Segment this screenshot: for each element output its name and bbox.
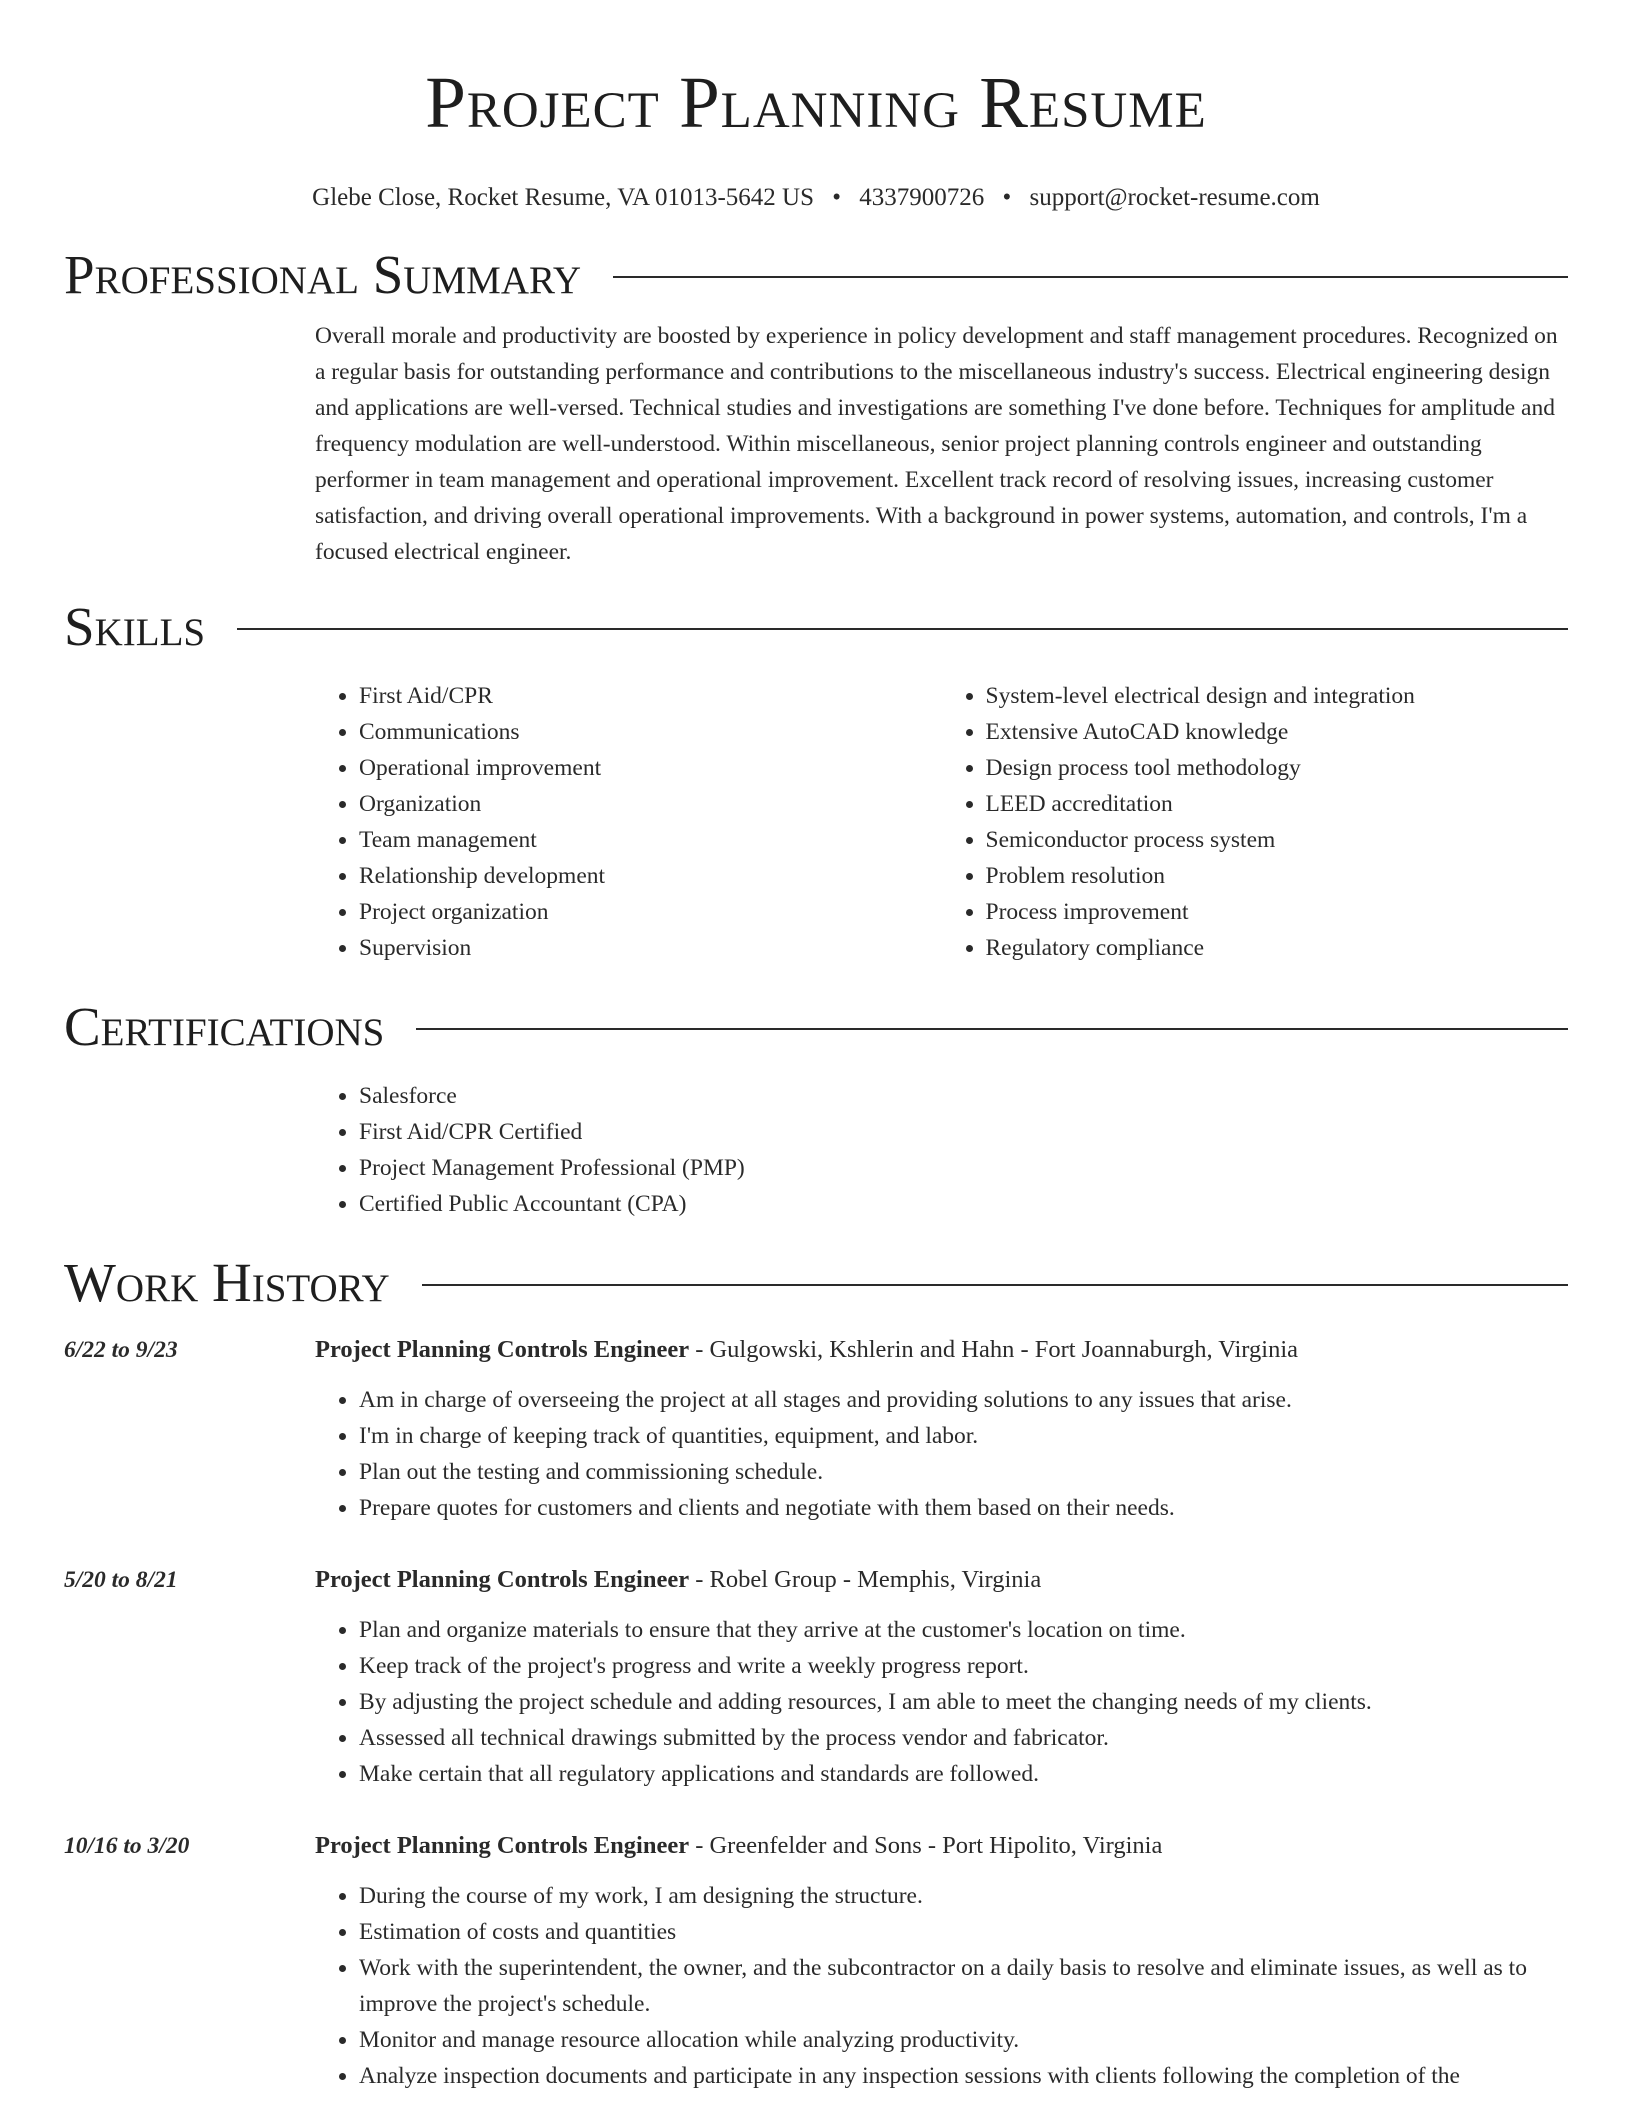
job-content xyxy=(315,1332,1568,1526)
list-item: • First Aid/CPR Certified xyxy=(359,1114,1568,1150)
section-divider xyxy=(416,1028,1568,1030)
list-item: • System-level electrical design and integration xyxy=(986,678,1569,714)
summary-heading: Professional Summary xyxy=(64,244,582,305)
list-item: • By adjusting the project schedule and adding resources, I am able to meet the changing needs of my clients. xyxy=(359,1684,1568,1720)
skills-section xyxy=(64,592,1568,966)
list-item: • Plan out the testing and commissioning schedule. xyxy=(359,1454,1568,1490)
job-heading xyxy=(315,1562,1568,1598)
contact-line xyxy=(64,182,1568,214)
skills-grid xyxy=(315,678,1568,966)
summary-section xyxy=(64,240,1568,570)
certifications-header xyxy=(64,992,1568,1062)
list-item: • Monitor and manage resource allocation while analyzing productivity. xyxy=(359,2022,1568,2058)
list-item: • Project Management Professional (PMP) xyxy=(359,1150,1568,1186)
skills-body xyxy=(315,678,1568,966)
skills-heading: Skills xyxy=(64,596,206,657)
list-item: • Problem resolution xyxy=(986,858,1569,894)
contact-address: Glebe Close, Rocket Resume, VA 01013-5642 US xyxy=(312,184,814,211)
document-title: Project Planning Resume xyxy=(425,62,1207,143)
job-content xyxy=(315,1562,1568,1792)
list-item: • Communications xyxy=(359,714,942,750)
section-divider xyxy=(422,1284,1568,1286)
certifications-body xyxy=(315,1078,1568,1222)
job-content xyxy=(315,1828,1568,2094)
job-heading xyxy=(315,1332,1568,1368)
resume-page xyxy=(64,0,1568,2124)
job-entry xyxy=(64,1562,1568,1792)
contact-phone: 4337900726 xyxy=(859,184,985,211)
job-employer-location: - Gulgowski, Kshlerin and Hahn - Fort Joannaburgh, Virginia xyxy=(689,1336,1299,1363)
skills-list-left xyxy=(315,678,942,966)
job-duties-list xyxy=(315,1878,1568,2094)
list-item: • I'm in charge of keeping track of quantities, equipment, and labor. xyxy=(359,1418,1568,1454)
job-title: Project Planning Controls Engineer xyxy=(315,1336,690,1363)
list-item: • Design process tool methodology xyxy=(986,750,1569,786)
certifications-section xyxy=(64,992,1568,1222)
contact-separator: • xyxy=(1002,184,1012,211)
job-list xyxy=(64,1332,1568,2094)
list-item: • Certified Public Accountant (CPA) xyxy=(359,1186,1568,1222)
work-history-heading: Work History xyxy=(64,1252,390,1313)
job-dates: 5/20 to 8/21 xyxy=(64,1567,178,1593)
list-item: • Analyze inspection documents and participate in any inspection sessions with clients following the completion of the xyxy=(359,2058,1568,2094)
list-item: • Semiconductor process system xyxy=(986,822,1569,858)
job-entry xyxy=(64,1828,1568,2094)
job-entry xyxy=(64,1332,1568,1526)
list-item: • Relationship development xyxy=(359,858,942,894)
list-item: • First Aid/CPR xyxy=(359,678,942,714)
job-dates: 6/22 to 9/23 xyxy=(64,1337,178,1363)
list-item: • Process improvement xyxy=(986,894,1569,930)
list-item: • Operational improvement xyxy=(359,750,942,786)
job-employer-location: - Greenfelder and Sons - Port Hipolito, Virginia xyxy=(689,1832,1163,1859)
job-title: Project Planning Controls Engineer xyxy=(315,1566,690,1593)
list-item: • LEED accreditation xyxy=(986,786,1569,822)
work-history-section xyxy=(64,1248,1568,2094)
list-item: • Supervision xyxy=(359,930,942,966)
summary-header xyxy=(64,240,1568,310)
contact-separator: • xyxy=(832,184,842,211)
job-duties-list xyxy=(315,1612,1568,1792)
list-item: • Regulatory compliance xyxy=(986,930,1569,966)
list-item: • Project organization xyxy=(359,894,942,930)
job-dates: 10/16 to 3/20 xyxy=(64,1833,190,1859)
list-item: • Work with the superintendent, the owner, and the subcontractor on a daily basis to resolve and eliminate issues, as well as to improve the project's schedule. xyxy=(359,1950,1568,2022)
list-item: • Plan and organize materials to ensure that they arrive at the customer's location on time. xyxy=(359,1612,1568,1648)
list-item: • Organization xyxy=(359,786,942,822)
list-item: • Keep track of the project's progress and write a weekly progress report. xyxy=(359,1648,1568,1684)
list-item: • Team management xyxy=(359,822,942,858)
list-item: • Assessed all technical drawings submitted by the process vendor and fabricator. xyxy=(359,1720,1568,1756)
skills-list-right xyxy=(942,678,1569,966)
work-history-header xyxy=(64,1248,1568,1318)
certifications-list xyxy=(315,1078,1568,1222)
section-divider xyxy=(613,276,1568,278)
summary-text: Overall morale and productivity are boosted by experience in policy development and staff management procedures. Recognized on a regular basis for outstanding performance and contributions to the miscellaneous industry's success. Electrical engineering design and applications are well-versed. Technical studies and investigations are something I've done before. Techniques for amplitude and frequency modulation are well-understood. Within miscellaneous, senior project planning controls engineer and outstanding performer in team management and operational improvement. Excellent track record of resolving issues, increasing customer satisfaction, and driving overall operational improvements. With a background in power systems, automation, and controls, I'm a focused electrical engineer. xyxy=(315,323,1558,565)
list-item: • During the course of my work, I am designing the structure. xyxy=(359,1878,1568,1914)
job-duties-list xyxy=(315,1382,1568,1526)
skills-header xyxy=(64,592,1568,662)
job-employer-location: - Robel Group - Memphis, Virginia xyxy=(689,1566,1042,1593)
summary-body xyxy=(315,318,1568,570)
section-divider xyxy=(237,628,1568,630)
list-item: • Estimation of costs and quantities xyxy=(359,1914,1568,1950)
contact-email: support@rocket-resume.com xyxy=(1029,184,1320,211)
job-title: Project Planning Controls Engineer xyxy=(315,1832,690,1859)
list-item: • Prepare quotes for customers and clients and negotiate with them based on their needs. xyxy=(359,1490,1568,1526)
list-item: • Extensive AutoCAD knowledge xyxy=(986,714,1569,750)
list-item: • Make certain that all regulatory applications and standards are followed. xyxy=(359,1756,1568,1792)
certifications-heading: Certifications xyxy=(64,996,385,1057)
list-item: • Am in charge of overseeing the project at all stages and providing solutions to any issues that arise. xyxy=(359,1382,1568,1418)
list-item: • Salesforce xyxy=(359,1078,1568,1114)
job-heading xyxy=(315,1828,1568,1864)
